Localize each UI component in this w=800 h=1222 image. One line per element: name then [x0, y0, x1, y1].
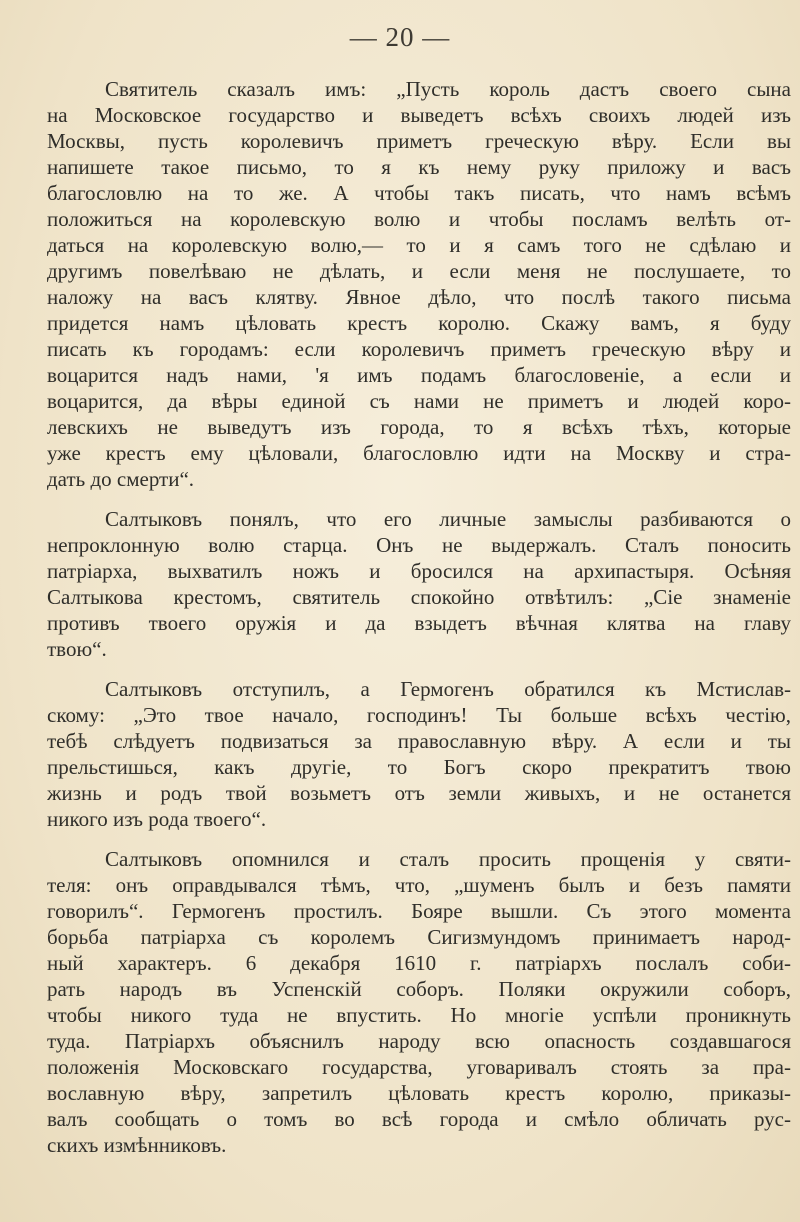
text-line: теля: онъ оправдывался тѣмъ, что, „шуменъ былъ и безъ памяти: [47, 873, 791, 897]
text-line: уже крестъ ему цѣловали, благословлю идти на Москву и стра-: [47, 441, 791, 465]
text-line: туда. Патріархъ объяснилъ народу всю опасность создавшагося: [47, 1029, 791, 1053]
text-line: вославную вѣру, запретилъ цѣловать крестъ королю, приказы-: [47, 1081, 791, 1105]
text-line: писать къ городамъ: если королевичъ приметъ греческую вѣру и: [47, 337, 791, 361]
text-line: напишете такое письмо, то я къ нему руку приложу и васъ: [47, 155, 791, 179]
text-line: другимъ повелѣваю не дѣлать, и если меня не послушаете, то: [47, 259, 791, 283]
text-line: левскихъ не выведутъ изъ города, то я всѣхъ тѣхъ, которые: [47, 415, 791, 439]
text-line: воцарится надъ нами, 'я имъ подамъ благословеніе, а если и: [47, 363, 791, 387]
paragraph: [47, 846, 791, 1158]
text-line: валъ сообщать о томъ во всѣ города и смѣло обличать рус-: [47, 1107, 791, 1131]
text-line: Салтыкова крестомъ, святитель спокойно отвѣтилъ: „Сіе знаменіе: [47, 585, 791, 609]
text-line: тебѣ слѣдуетъ подвизаться за православную вѣру. А если и ты: [47, 729, 791, 753]
text-line: Салтыковъ понялъ, что его личные замыслы разбиваются о: [105, 507, 791, 531]
text-line: положенія Московскаго государства, уговаривалъ стоять за пра-: [47, 1055, 791, 1079]
text-line: непроклонную волю старца. Онъ не выдержалъ. Сталъ поносить: [47, 533, 791, 557]
text-line: чтобы никого туда не впустить. Но многіе успѣли проникнуть: [47, 1003, 791, 1027]
paragraph: [47, 506, 791, 662]
text-line: скому: „Это твое начало, господинъ! Ты больше всѣхъ честію,: [47, 703, 791, 727]
page-number: — 20 —: [349, 22, 451, 52]
text-line: Москвы, пусть королевичъ приметъ греческую вѣру. Если вы: [47, 129, 791, 153]
text-line: Святитель сказалъ имъ: „Пусть король дастъ своего сына: [105, 77, 791, 101]
text-line: Салтыковъ опомнился и сталъ просить прощенія у святи-: [105, 847, 791, 871]
text-line: воцарится, да вѣры единой съ нами не приметъ и людей коро-: [47, 389, 791, 413]
text-line: говорилъ“. Гермогенъ простилъ. Бояре вышли. Съ этого момента: [47, 899, 791, 923]
paragraph: [47, 76, 791, 492]
paragraph: [47, 676, 791, 832]
text-line: никого изъ рода твоего“.: [47, 807, 267, 831]
text-line: жизнь и родъ твой возьметъ отъ земли живыхъ, и не останется: [47, 781, 791, 805]
text-line: наложу на васъ клятву. Явное дѣло, что послѣ такого письма: [47, 285, 791, 309]
text-line: положиться на королевскую волю и чтобы посламъ велѣть от-: [47, 207, 791, 231]
text-line: борьба патріарха съ королемъ Сигизмундомъ принимаетъ народ-: [47, 925, 791, 949]
text-line: патріарха, выхватилъ ножъ и бросился на архипастыря. Осѣняя: [47, 559, 791, 583]
text-line: на Московское государство и выведетъ всѣхъ своихъ людей изъ: [47, 103, 791, 127]
text-line: Салтыковъ отступилъ, а Гермогенъ обратился къ Мстислав-: [105, 677, 791, 701]
text-line: твою“.: [47, 637, 107, 661]
body-text: [47, 76, 791, 1172]
text-line: дать до смерти“.: [47, 467, 195, 491]
text-line: благословлю на то же. А чтобы такъ писать, что намъ всѣмъ: [47, 181, 791, 205]
text-line: рать народъ въ Успенскій соборъ. Поляки окружили соборъ,: [47, 977, 791, 1001]
text-line: противъ твоего оружія и да взыдетъ вѣчная клятва на главу: [47, 611, 791, 635]
text-line: придется намъ цѣловать крестъ королю. Скажу вамъ, я буду: [47, 311, 791, 335]
text-line: ный характеръ. 6 декабря 1610 г. патріархъ послалъ соби-: [47, 951, 791, 975]
text-line: даться на королевскую волю,— то и я самъ того не сдѣлаю и: [47, 233, 791, 257]
text-line: прельстишься, какъ другіе, то Богъ скоро прекратитъ твою: [47, 755, 791, 779]
text-line: скихъ измѣнниковъ.: [47, 1133, 227, 1157]
